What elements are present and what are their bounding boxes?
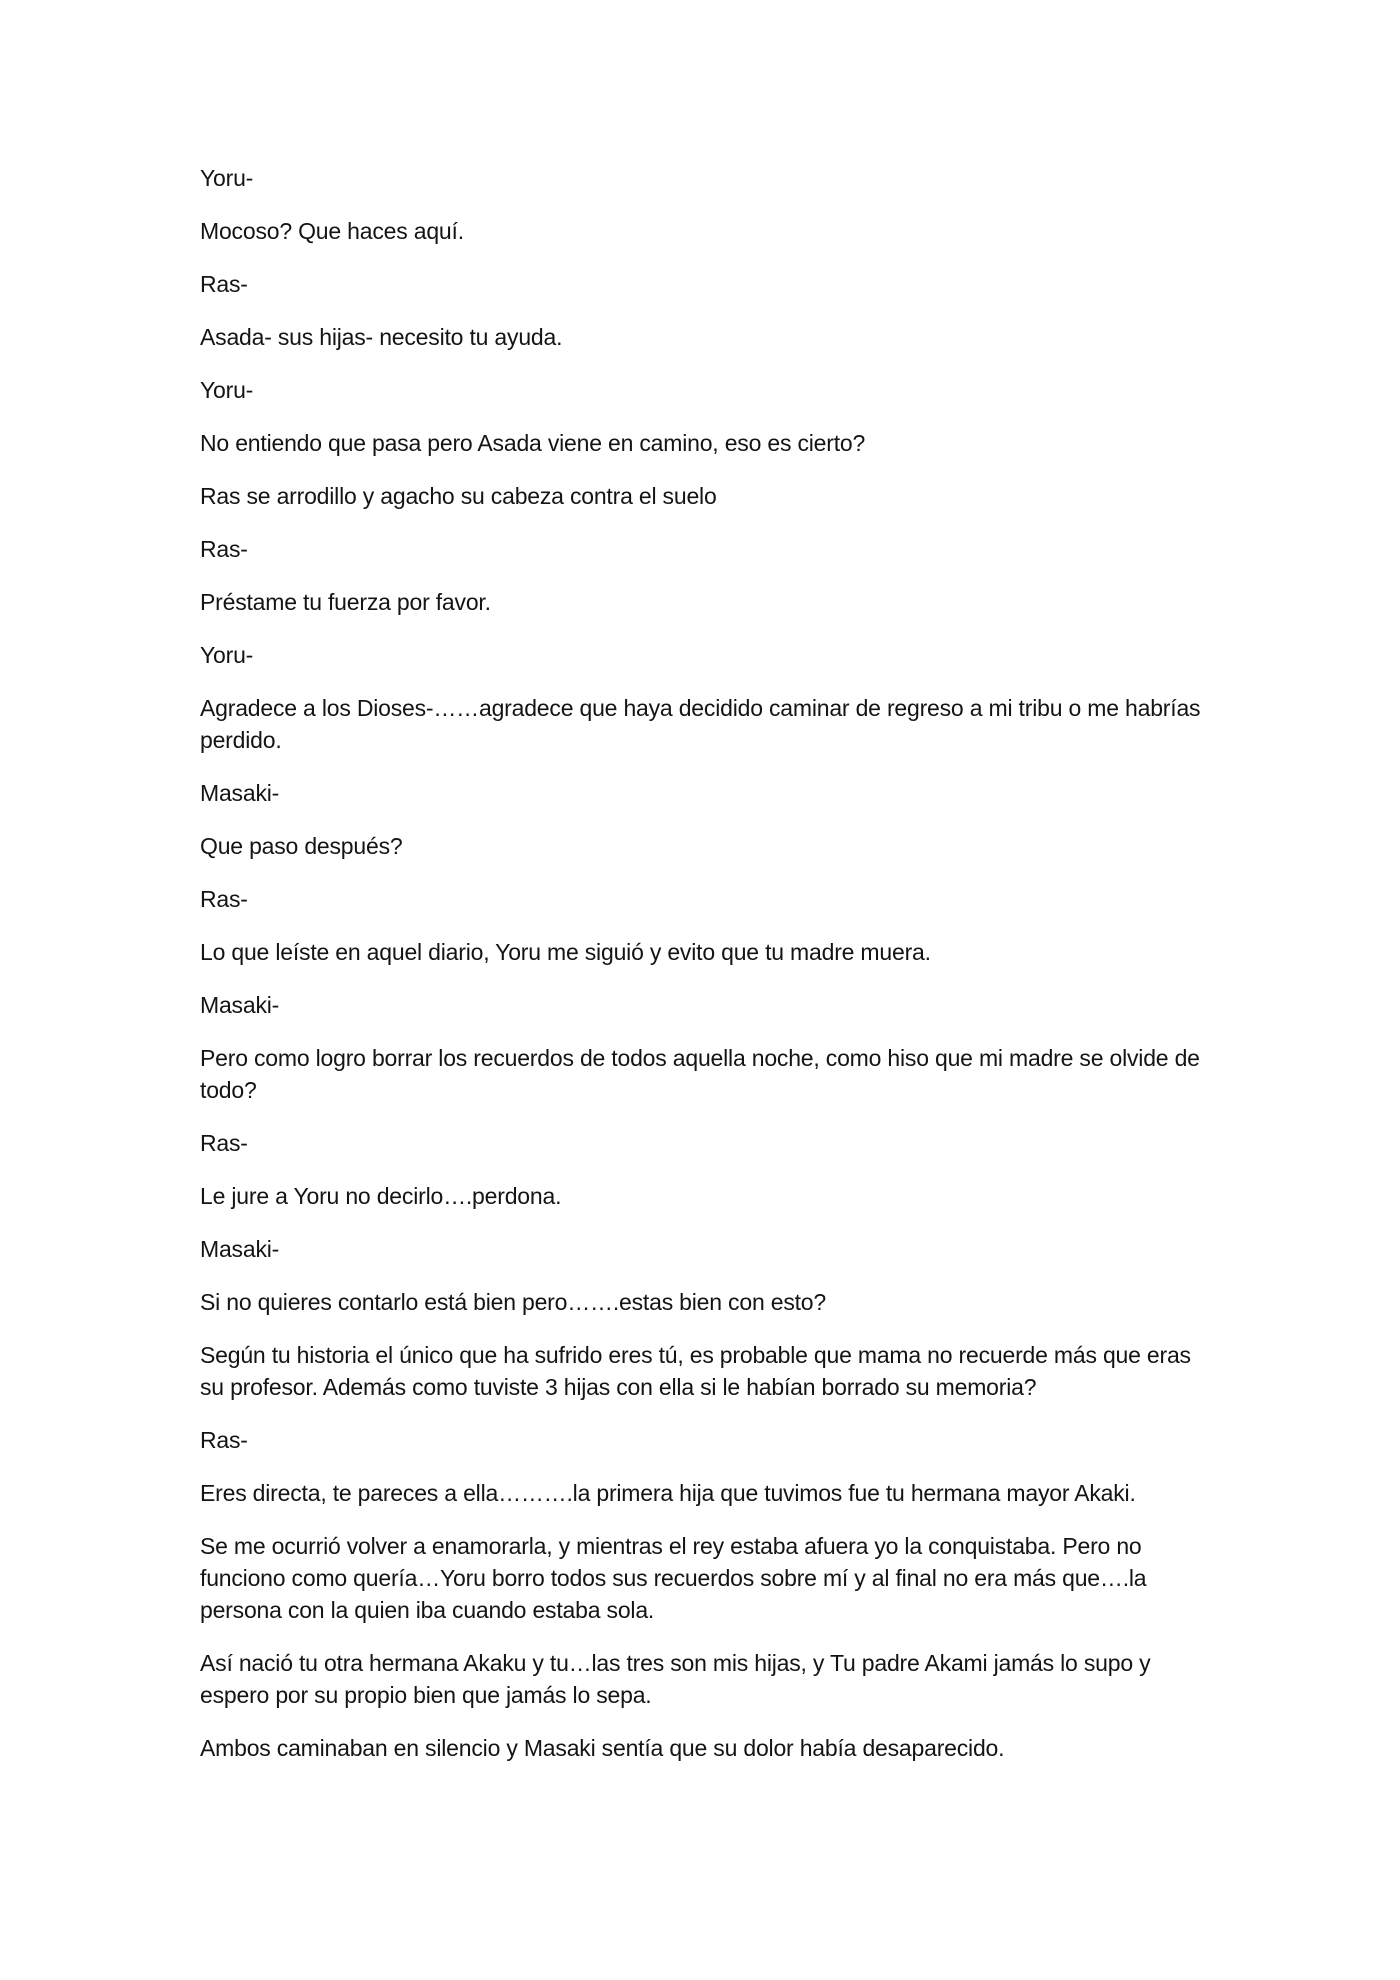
- paragraph: Yoru-: [200, 642, 254, 668]
- paragraph: Ras-: [200, 1427, 248, 1453]
- paragraph: Masaki-: [200, 1236, 280, 1262]
- paragraph: Así nació tu otra hermana Akaku y tu…las tres son mis hijas, y Tu padre Akami jamás lo supo y espero por su propio bien que jamás lo sepa.: [200, 1650, 1151, 1708]
- paragraph: Ras-: [200, 271, 248, 297]
- paragraph: Le jure a Yoru no decirlo….perdona.: [200, 1183, 562, 1209]
- paragraph: Yoru-: [200, 165, 254, 191]
- paragraph: Ras-: [200, 1130, 248, 1156]
- paragraph: Lo que leíste en aquel diario, Yoru me siguió y evito que tu madre muera.: [200, 939, 931, 965]
- paragraph: Yoru-: [200, 377, 254, 403]
- paragraph: Que paso después?: [200, 833, 403, 859]
- paragraph: Eres directa, te pareces a ella……….la primera hija que tuvimos fue tu hermana mayor Akaki.: [200, 1480, 1136, 1506]
- paragraph: Pero como logro borrar los recuerdos de todos aquella noche, como hiso que mi madre se olvide de todo?: [200, 1045, 1200, 1103]
- paragraph: Préstame tu fuerza por favor.: [200, 589, 491, 615]
- paragraph: Se me ocurrió volver a enamorarla, y mientras el rey estaba afuera yo la conquistaba. Pero no funciono como quería…Yoru borro todos sus recuerdos sobre mí y al final no era más que….la persona con la quien iba cuando estaba sola.: [200, 1533, 1147, 1623]
- paragraph: Ras se arrodillo y agacho su cabeza contra el suelo: [200, 483, 717, 509]
- paragraph: Ras-: [200, 886, 248, 912]
- paragraph: Masaki-: [200, 780, 280, 806]
- paragraph: Masaki-: [200, 992, 280, 1018]
- paragraph: Ras-: [200, 536, 248, 562]
- paragraph: Agradece a los Dioses-……agradece que haya decidido caminar de regreso a mi tribu o me habrías perdido.: [200, 695, 1201, 753]
- paragraph: Mocoso? Que haces aquí.: [200, 218, 464, 244]
- paragraph: Ambos caminaban en silencio y Masaki sentía que su dolor había desaparecido.: [200, 1735, 1005, 1761]
- paragraph: No entiendo que pasa pero Asada viene en camino, eso es cierto?: [200, 430, 866, 456]
- paragraph: Asada- sus hijas- necesito tu ayuda.: [200, 324, 563, 350]
- paragraph: Según tu historia el único que ha sufrido eres tú, es probable que mama no recuerde más que eras su profesor. Además como tuviste 3 hijas con ella si le habían borrado su memoria?: [200, 1342, 1191, 1400]
- document-body: [200, 162, 1210, 1785]
- paragraph: Si no quieres contarlo está bien pero…….estas bien con esto?: [200, 1289, 826, 1315]
